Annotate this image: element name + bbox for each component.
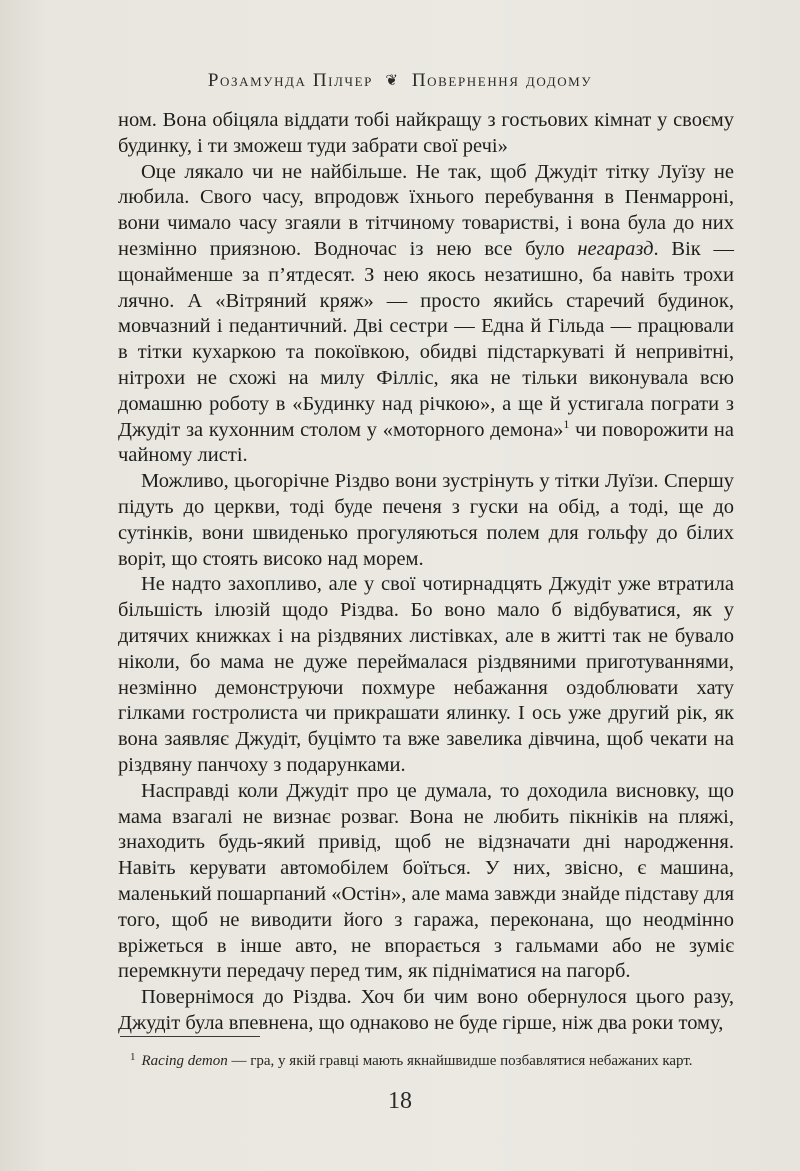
emphasis-text: негаразд [577,237,654,260]
paragraph: Повернімося до Різдва. Хоч би чим воно обернулося цього разу, Джудіт була впевнена, що однаково не буде гірше, ніж два роки тому, [118,986,734,1034]
running-head [0,70,800,92]
paragraph-text: . Вік — щонайменше за п’ятдесят. З нею якось незатишно, ба навіть трохи лячно. А «Вітряний кряж» — просто якийсь старечий будинок, мовчазний і педантичний. Дві сестри — Една й Гільда — працювали в тітки кухаркою та покоївкою, обидві підстаркуваті й непривітні, нітрохи не схожі на милу Філліс, яка не тільки виконувала всю домашню роботу в «Будинку над річкою», а ще й устигала пограти з Джудіт за кухонним столом у «моторного демона» [118,237,734,441]
footnote-mark: 1 [130,1051,136,1063]
author-name: Розамунда Пілчер [207,70,373,91]
paragraph [118,160,734,470]
fleuron-icon: ❦ [385,73,400,89]
paragraph-text: Оце лякало чи не найбільше. Не так, щоб Джудіт тітку Луїзу не любила. Свого часу, впродовж їхнього перебування в Пенмарроні, вони чимало часу згаяли в тітчиному товаристві, і вона була до них незмінно приязною. Водночас із нею все було [118,160,734,260]
page-number: 18 [388,1088,412,1114]
footnote [130,1047,730,1071]
footnote-divider [120,1036,260,1037]
footnote-text: — гра, у якій гравці мають якнайшвидше позбавлятися небажаних карт. [227,1053,693,1069]
paragraph: Не надто захопливо, але у свої чотирнадцять Джудіт уже втратила більшість ілюзій щодо Різдва. Бо воно мало б відбуватися, як у дитячих книжках і на різдвяних листівках, але в житті так не бувало ніколи, бо мама не дуже переймалася різдвяними приготуваннями, незмінно демонструючи похмуре небажання оздоблювати хату гілками гостролиста чи прикрашати ялинку. І ось уже другий рік, як вона заявляє Джудіт, буцімто та вже завелика дівчина, щоб чекати на різдвяну панчоху з подарунками. [118,573,734,776]
paragraph-continued: ном. Вона обіцяла віддати тобі найкращу з гостьових кімнат у своєму будинку, і ти зможеш туди забрати свої речі» [118,109,734,157]
paragraph: Можливо, цьогорічне Різдво вони зустрінуть у тітки Луїзи. Спершу підуть до церкви, тоді буде печеня з гуски на обід, а тоді, ще до сутінків, вони швиденько прогуляються полем для гольфу до білих воріт, що стоять високо над морем. [118,470,734,570]
book-title: Повернення додому [411,70,593,91]
footnote-reference[interactable]: 1 [563,416,570,431]
footnote-term: Racing demon [141,1053,228,1069]
paragraph: Насправді коли Джудіт про це думала, то доходила висновку, що мама взагалі не визнає розваг. Вона не любить пікніків на пляжі, знаходить будь-який привід, щоб не відзначати дні народження. Навіть керувати автомобілем боїться. У них, звісно, є машина, маленький пошарпаний «Остін», але мама завжди знайде підставу для того, щоб не виводити його з гаража, переконана, що неодмінно вріжеться в інше авто, не впорається з гальмами або не зуміє перемкнути передачу перед тим, як підніматися на пагорб. [118,779,734,983]
paragraph-text: чи поворожити на чайному листі. [118,418,734,467]
body-text [118,108,734,1037]
